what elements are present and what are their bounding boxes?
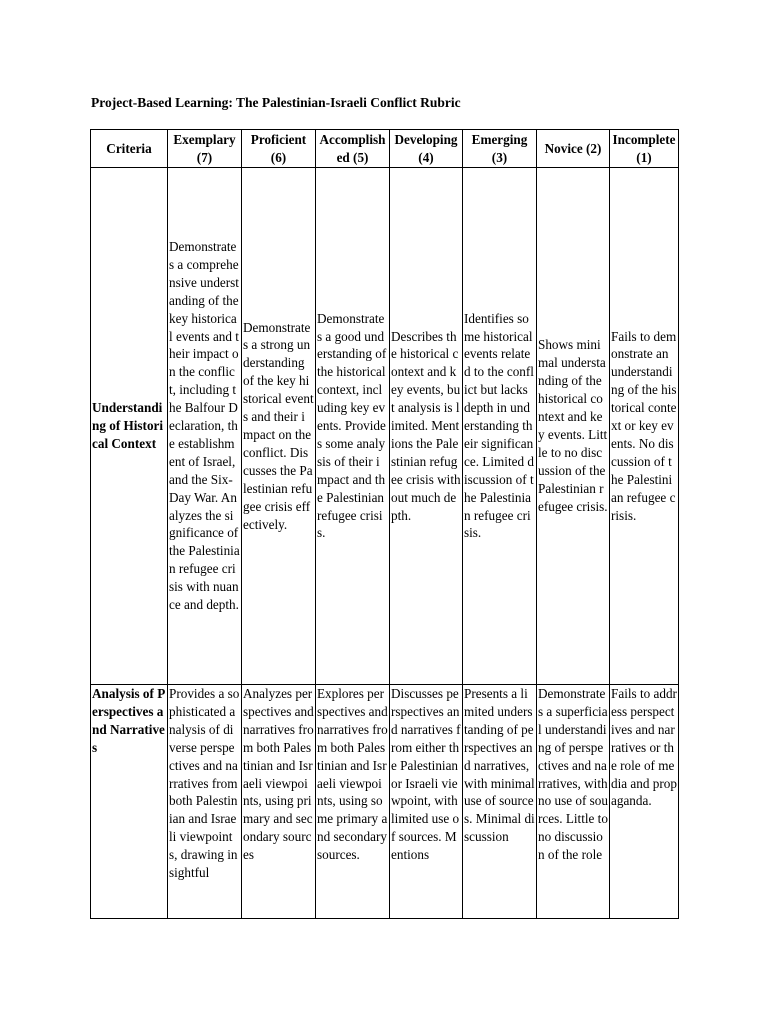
column-header-emerging: Emerging (3): [463, 130, 537, 168]
criterion-cell: Understanding of Historical Context: [91, 168, 168, 685]
rubric-cell-novice: Shows minimal understanding of the historical context and key events. Little to no discussion of the Palestinian refugee crisis.: [537, 168, 610, 685]
rubric-cell-exemplary: Provides a sophisticated analysis of diverse perspectives and narratives from both Palestinian and Israeli viewpoints, drawing insightful: [168, 685, 242, 919]
column-header-criteria: Criteria: [91, 130, 168, 168]
column-header-incomplete: Incomplete (1): [610, 130, 679, 168]
rubric-cell-accomplished: Demonstrates a good understanding of the historical context, including key events. Provides some analysis of their impact and the Palestinian refugee crisis.: [316, 168, 390, 685]
criterion-cell: Analysis of Perspectives and Narratives: [91, 685, 168, 919]
column-header-proficient: Proficient (6): [242, 130, 316, 168]
table-row: [91, 168, 679, 685]
rubric-cell-proficient: Analyzes perspectives and narratives from both Palestinian and Israeli viewpoints, using primary and secondary sources: [242, 685, 316, 919]
rubric-cell-incomplete: Fails to demonstrate an understanding of the historical context or key events. No discussion of the Palestinian refugee crisis.: [610, 168, 679, 685]
rubric-cell-novice: Demonstrates a superficial understanding of perspectives and narratives, with no use of sources. Little to no discussion of the role: [537, 685, 610, 919]
rubric-cell-developing: Discusses perspectives and narratives from either the Palestinian or Israeli viewpoint, with limited use of sources. Mentions: [390, 685, 463, 919]
rubric-cell-proficient: Demonstrates a strong understanding of the key historical events and their impact on the conflict. Discusses the Palestinian refugee crisis effectively.: [242, 168, 316, 685]
table-row: [91, 685, 679, 919]
rubric-cell-exemplary: Demonstrates a comprehensive understanding of the key historical events and their impact on the conflict, including the Balfour Declaration, the establishment of Israel, and the Six-Day War. Analyzes the significance of the Palestinian refugee crisis with nuance and depth.: [168, 168, 242, 685]
column-header-accomplished: Accomplished (5): [316, 130, 390, 168]
rubric-cell-accomplished: Explores perspectives and narratives from both Palestinian and Israeli viewpoints, using some primary and secondary sources.: [316, 685, 390, 919]
rubric-cell-incomplete: Fails to address perspectives and narratives or the role of media and propaganda.: [610, 685, 679, 919]
header-row: [91, 130, 679, 168]
rubric-cell-developing: Describes the historical context and key events, but analysis is limited. Mentions the Palestinian refugee crisis without much depth.: [390, 168, 463, 685]
page-title: Project-Based Learning: The Palestinian-Israeli Conflict Rubric: [91, 95, 461, 110]
rubric-cell-emerging: Presents a limited understanding of perspectives and narratives, with minimal use of sources. Minimal discussion: [463, 685, 537, 919]
rubric-table: [90, 129, 679, 919]
column-header-novice: Novice (2): [537, 130, 610, 168]
column-header-developing: Developing (4): [390, 130, 463, 168]
column-header-exemplary: Exemplary (7): [168, 130, 242, 168]
rubric-cell-emerging: Identifies some historical events related to the conflict but lacks depth in understanding their significance. Limited discussion of the Palestinian refugee crisis.: [463, 168, 537, 685]
